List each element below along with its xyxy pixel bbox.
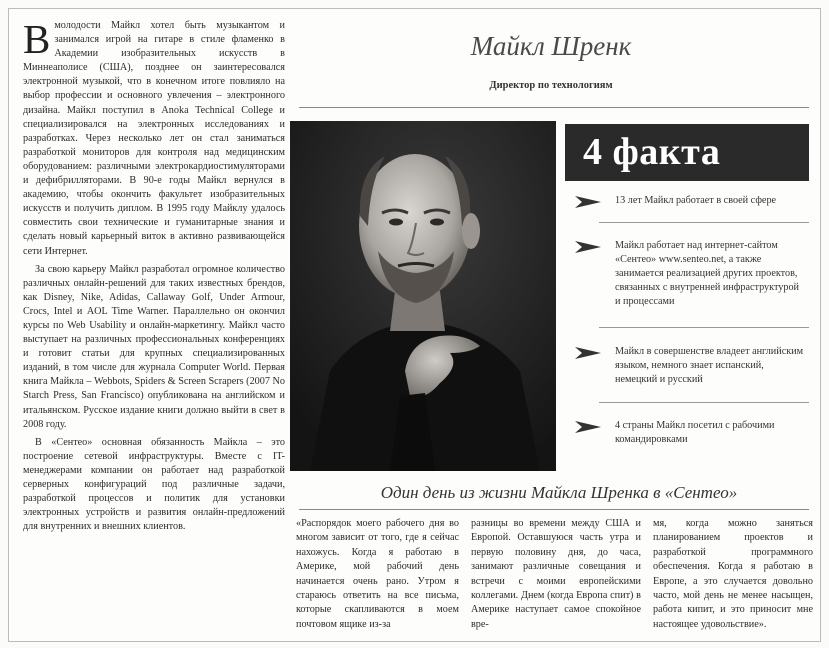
- fact-text-2: Майкл работает над интернет-сайтом «Сентео» www.senteo.net, а также занимается реализацией других проектов, связанных с внутренней инфраструктурой и процессами: [615, 240, 799, 307]
- fact-divider: [599, 327, 809, 328]
- fact-text-1: 13 лет Майкл работает в своей сфере: [615, 195, 777, 206]
- fact-text-4: 4 страны Майкл посетил с рабочими командировками: [615, 420, 775, 445]
- left-article: [23, 16, 285, 538]
- left-paragraph-2: За свою карьеру Майкл разработал огромное количество различных онлайн-решений для таких известных брендов, как Disney, Nike, Adidas, Callaway Golf, Under Armour, Crocs, Intel и AOL Time Warner. Параллельно он окончил курсы по Web Usability и онлайн-маркетингу. Майкл часто выступает на различных профессиональных конференциях и готовит статьи для крупных специализированных изданий, в том числе для журнала Computer World. Первая книга Майкла – Webbots, Spiders & Screen Scrapers (2007 No Starch Press, San Francisco) опубликована на английском и итальянском. Русское издание книги должно выйти в свет в 2008 году.: [23, 263, 285, 430]
- person-name: Майкл Шренк: [470, 31, 632, 61]
- day-article-column-1: «Распорядок моего рабочего дня во многом зависит от того, где я сейчас нахожусь. Когда я работаю в Америке, мой рабочий день начинается очень рано. Утром я стараюсь ответить на все письма, которые скапливаются в моем почтовом ящике из-за: [296, 518, 459, 630]
- magazine-page: [8, 8, 821, 642]
- subtitle-divider: [299, 509, 809, 510]
- left-paragraph-1: [23, 16, 285, 259]
- arrow-icon: [575, 241, 601, 258]
- day-article-title: Один день из жизни Майкла Шренка в «Сентео»: [380, 483, 738, 502]
- arrow-icon: [575, 347, 601, 364]
- portrait-photo: [290, 121, 556, 471]
- left-paragraph-3: В «Сентео» основная обязанность Майкла – это построение сетевой инфраструктуры. Вместе с IT-менеджерами компании он работает над разработкой серверных конфигураций под различные задачи, разработкой процессов и политик для установки электронных устройств и развития онлайн-предложений для внутренних и внешних клиентов.: [23, 436, 285, 533]
- day-article-column-3: мя, когда можно заняться планированием проектов и разработкой программного обеспечения. Когда я работаю в Европе, а это случается довольно часто, мой день не менее насыщен, работа кипит, и это приносит мне настоящее удовольствие».: [653, 518, 813, 630]
- day-article-column-2: разницы во времени между США и Европой. Оставшуюся часть утра и первую половину дня, до часа, занимают различные совещания и встречи с моими европейскими коллегами. Днем (когда Европа спит) в Америке наступает самое спокойное вре-: [471, 518, 641, 630]
- fact-text-3: Майкл в совершенстве владеет английским языком, немного знает испанский, немецкий и русский: [615, 346, 804, 385]
- fact-divider: [599, 402, 809, 403]
- fact-divider: [599, 222, 809, 223]
- facts-title: 4 факта: [583, 131, 721, 173]
- person-role: Директор по технологиям: [489, 80, 613, 91]
- left-paragraph-1-text: молодости Майкл хотел быть музыкантом и занимался игрой на гитаре в стиле фламенко в Академии изобразительных искусств в Миннеаполисе (США), позднее он заинтересовался электронной музыкой, что в конечном итоге повлияло на выбор профессии и основного увлечения – электронного дизайна. Майкл поступил в Anoka Technical College и специализировался на электронных исследованиях и разработках. Через несколько лет он стал заниматься разработкой мониторов для контроля над медицинским оборудованием: различными электрокардиостимуляторами и дефибрилляторами. В 90-е годы Майкл вернулся в академию, чтобы окончить факультет изобразительных искусств и получить диплом. В 1995 году Майклу удалось совместить свои технические и гуманитарные знания и сделать новый карьерный виток в активно развивающейся сети Интернет.: [23, 20, 285, 257]
- arrow-icon: [575, 196, 601, 213]
- header-divider: [299, 107, 809, 108]
- facts-header: [565, 124, 809, 181]
- arrow-icon: [575, 421, 601, 438]
- drop-cap: В: [23, 16, 51, 62]
